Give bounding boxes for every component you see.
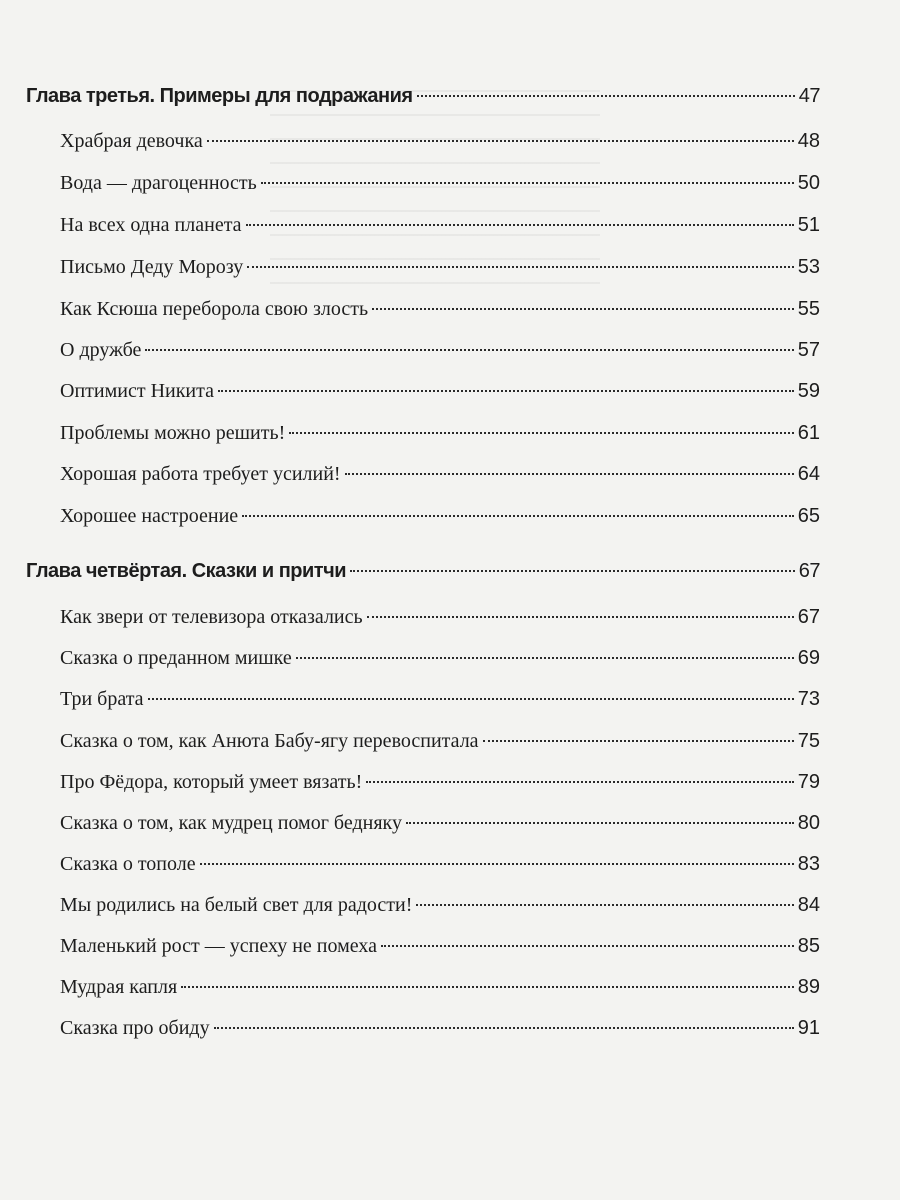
page-number: 75 <box>797 730 820 752</box>
entry-title: Сказка о тополе <box>60 853 196 875</box>
entry-title: Вода — драгоценность <box>60 172 257 194</box>
dot-leader <box>148 698 794 700</box>
dot-leader <box>214 1027 794 1029</box>
toc-entry <box>60 730 820 753</box>
page-number: 55 <box>797 298 820 320</box>
dot-leader <box>181 986 794 988</box>
entry-title: Сказка о том, как мудрец помог бедняку <box>60 812 402 834</box>
entry-title: Сказка о преданном мишке <box>60 647 292 669</box>
page-number: 80 <box>797 812 820 834</box>
entry-title: Храбрая девочка <box>60 130 203 152</box>
chapter-title: Глава четвёртая. Сказки и притчи <box>26 560 346 582</box>
toc-chapter-4 <box>26 560 820 583</box>
toc-entry <box>60 894 820 917</box>
chapter-title: Глава третья. Примеры для подражания <box>26 85 413 107</box>
page-number: 79 <box>797 771 820 793</box>
page-number: 57 <box>797 339 820 361</box>
entry-title: Письмо Деду Морозу <box>60 256 244 278</box>
toc-entry <box>60 214 820 237</box>
dot-leader <box>416 904 793 906</box>
page-number: 61 <box>797 422 820 444</box>
dot-leader <box>207 140 794 142</box>
entry-title: Проблемы можно решить! <box>60 422 286 444</box>
dot-leader <box>296 657 794 659</box>
page-number: 69 <box>797 647 820 669</box>
dot-leader <box>367 616 794 618</box>
toc-entry <box>60 256 820 279</box>
toc-entry <box>60 1017 820 1040</box>
entry-title: Оптимист Никита <box>60 380 214 402</box>
entry-title: Как Ксюша переборола свою злость <box>60 298 369 320</box>
page-number: 84 <box>797 894 820 916</box>
dot-leader <box>381 945 794 947</box>
dot-leader <box>218 390 794 392</box>
dot-leader <box>145 349 793 351</box>
page-number: 67 <box>797 606 820 628</box>
dot-leader <box>350 570 795 572</box>
toc-entry <box>60 130 820 153</box>
dot-leader <box>261 182 794 184</box>
dot-leader <box>200 863 794 865</box>
entry-title: Мы родились на белый свет для радости! <box>60 894 413 916</box>
toc-entry <box>60 339 820 362</box>
dot-leader <box>246 224 794 226</box>
page-number: 89 <box>797 976 820 998</box>
page-number: 59 <box>797 380 820 402</box>
page-number: 64 <box>797 463 820 485</box>
dot-leader <box>417 95 795 97</box>
toc-entry <box>60 853 820 876</box>
page-number: 67 <box>798 560 820 582</box>
page-number: 53 <box>797 256 820 278</box>
dot-leader <box>247 266 794 268</box>
toc-entry <box>60 298 820 321</box>
page-number: 48 <box>797 130 820 152</box>
entry-title: Про Фёдора, который умеет вязать! <box>60 771 363 793</box>
toc-entry <box>60 606 820 629</box>
entry-title: Мудрая капля <box>60 976 178 998</box>
page-number: 65 <box>797 505 820 527</box>
dot-leader <box>242 515 794 517</box>
page-number: 47 <box>798 85 820 107</box>
toc-entry <box>60 935 820 958</box>
dot-leader <box>289 432 793 434</box>
dot-leader <box>406 822 794 824</box>
dot-leader <box>372 308 794 310</box>
dot-leader <box>366 781 793 783</box>
page-number: 73 <box>797 688 820 710</box>
page-number: 50 <box>797 172 820 194</box>
dot-leader <box>483 740 794 742</box>
toc-entry <box>60 505 820 528</box>
toc-entry <box>60 422 820 445</box>
entry-title: Сказка про обиду <box>60 1017 210 1039</box>
toc-entry <box>60 380 820 403</box>
page-number: 91 <box>797 1017 820 1039</box>
toc-entry <box>60 688 820 711</box>
page-number: 83 <box>797 853 820 875</box>
page-number: 85 <box>797 935 820 957</box>
toc-entry <box>60 812 820 835</box>
toc-entry <box>60 976 820 999</box>
entry-title: На всех одна планета <box>60 214 242 236</box>
toc-entry <box>60 771 820 794</box>
toc-entry <box>60 647 820 670</box>
entry-title: Маленький рост — успеху не помеха <box>60 935 377 957</box>
toc-chapter-3 <box>26 85 820 108</box>
entry-title: Сказка о том, как Анюта Бабу-ягу перевоспитала <box>60 730 479 752</box>
toc-entry <box>60 463 820 486</box>
entry-title: Хорошее настроение <box>60 505 239 527</box>
entry-title: О дружбе <box>60 339 142 361</box>
page-number: 51 <box>797 214 820 236</box>
entry-title: Хорошая работа требует усилий! <box>60 463 341 485</box>
entry-title: Как звери от телевизора отказались <box>60 606 363 628</box>
entry-title: Три брата <box>60 688 144 710</box>
toc-entry <box>60 172 820 195</box>
dot-leader <box>345 473 794 475</box>
